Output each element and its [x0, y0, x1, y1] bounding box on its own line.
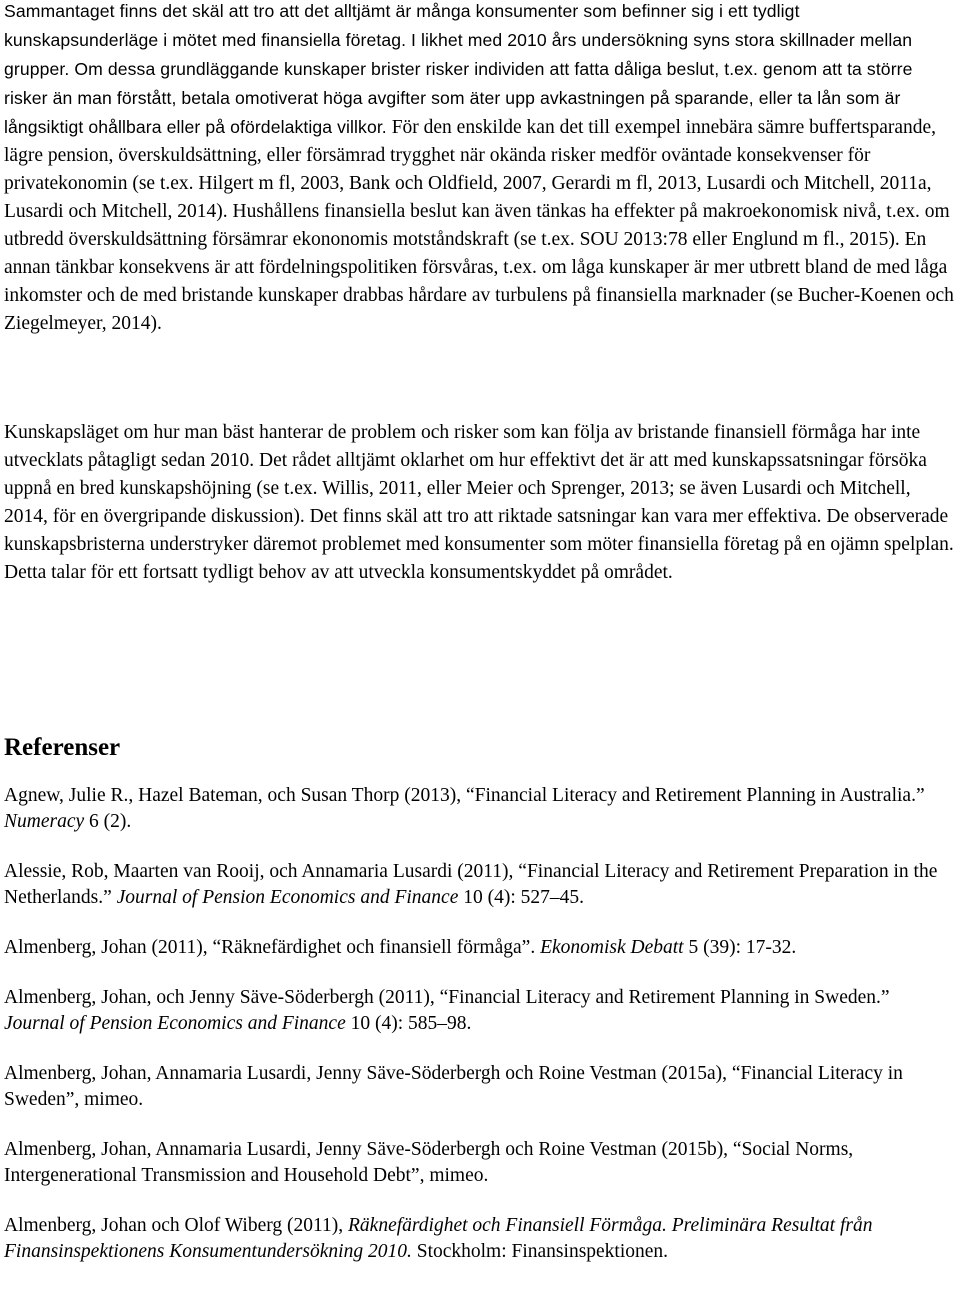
reference-text: Almenberg, Johan (2011), “Räknefärdighet och finansiell förmåga”. — [4, 937, 541, 958]
reference-item — [4, 1137, 949, 1189]
reference-text: 5 (39): 17-32. — [683, 937, 797, 958]
reference-title-italic: Journal of Pension Economics and Finance — [4, 1013, 346, 1034]
reference-item — [4, 985, 949, 1037]
paragraph-1-run: Om dessa grundläggande kunskaper brister risker individen att fatta dåliga beslut, t.ex. genom att ta större risker än man förstått, betala omotiverat höga avgifter som äter upp avkastningen på sparande, eller ta lån som är långsiktigt ohållbara eller på ofördelaktiga villkor. — [4, 59, 913, 137]
reference-title-italic: Journal of Pension Economics and Finance — [116, 887, 459, 908]
reference-text: Agnew, Julie R., Hazel Bateman, och Susan Thorp (2013), “Financial Literacy and Retirement Planning in Australia.” — [4, 785, 925, 806]
reference-list — [4, 783, 949, 1289]
reference-text: Stockholm: Finansinspektionen. — [411, 1241, 669, 1262]
reference-title-italic: Ekonomisk Debatt — [540, 937, 684, 958]
reference-item — [4, 783, 949, 835]
reference-item — [4, 859, 949, 911]
reference-title-italic: Numeracy — [4, 811, 85, 832]
reference-item — [4, 1061, 949, 1113]
reference-text: Almenberg, Johan och Olof Wiberg (2011), — [4, 1215, 349, 1236]
references-heading: Referenser — [4, 734, 121, 761]
reference-text: 10 (4): 585–98. — [345, 1013, 472, 1034]
paragraph-1-run: För den enskilde kan det till exempel innebära sämre buffertsparande, lägre pension, överskuldsättning, eller försämrad trygghet när okända risker medför oväntade konsekvenser för privatekonomin (se t.ex. Hilgert m fl, 2003, Bank och Oldfield, 2007, Gerardi m fl, 2013, Lusardi och Mitchell, 2011a, Lusardi och Mitchell, 2014). Hushållens finansiella beslut kan även tänkas ha effekter på makroekonomisk nivå, t.ex. om utbredd överskuldsättning försämrar ekononomis motståndskraft (se t.ex. SOU 2013:78 eller Englund m fl., 2015). En annan tänkbar konsekvens är att fördelningspolitiken försvåras, t.ex. om låga kunskaper är mer utbrett bland de med låga inkomster och de med bristande kunskaper drabbas hårdare av turbulens på finansiella marknader (se Bucher-Koenen och Ziegelmeyer, 2014). — [4, 117, 954, 334]
reference-item — [4, 1213, 949, 1265]
reference-text: Alessie, Rob, Maarten van Rooij, och Annamaria Lusardi (2011), “Financial Literacy and Retirement Preparation in the Netherlands.” — [4, 861, 938, 908]
reference-text: 10 (4): 527–45. — [458, 887, 585, 908]
reference-title-italic: Räknefärdighet och Finansiell Förmåga. Preliminära Resultat från Finansinspektionens Konsumentundersökning 2010. — [4, 1215, 873, 1262]
body-paragraph-1 — [4, 0, 956, 338]
reference-text: Almenberg, Johan, Annamaria Lusardi, Jenny Säve-Söderbergh och Roine Vestman (2015a), “Financial Literacy in Sweden”, mimeo. — [4, 1063, 903, 1110]
body-paragraph-2: Kunskapsläget om hur man bäst hanterar de problem och risker som kan följa av bristande finansiell förmåga har inte utvecklats påtagligt sedan 2010. Det rådet alltjämt oklarhet om hur effektivt det är att med kunskapssatsningar försöka uppnå en bred kunskapshöjning (se t.ex. Willis, 2011, eller Meier och Sprenger, 2013; se även Lusardi och Mitchell, 2014, för en övergripande diskussion). Det finns skäl att tro att riktade satsningar kan vara mer effektiva. De observerade kunskapsbristerna understryker däremot problemet med konsumenter som möter finansiella företag på en ojämn spelplan. Detta talar för ett fortsatt tydligt behov av att utveckla konsumentskyddet på området. — [4, 422, 954, 583]
reference-text: 6 (2). — [84, 811, 132, 832]
paragraph-1-run: Sammantaget finns det skäl att tro att det alltjämt är många konsumenter som befinner sig i ett tydligt kunskapsunderläge i mötet med finansiella företag. I likhet med 2010 års undersökning syns stora skillnader mellan grupper. — [4, 1, 913, 79]
reference-item — [4, 935, 949, 961]
reference-text: Almenberg, Johan, och Jenny Säve-Söderbergh (2011), “Financial Literacy and Retirement Planning in Sweden.” — [4, 987, 890, 1008]
reference-text: Almenberg, Johan, Annamaria Lusardi, Jenny Säve-Söderbergh och Roine Vestman (2015b), “Social Norms, Intergenerational Transmission and Household Debt”, mimeo. — [4, 1139, 854, 1186]
